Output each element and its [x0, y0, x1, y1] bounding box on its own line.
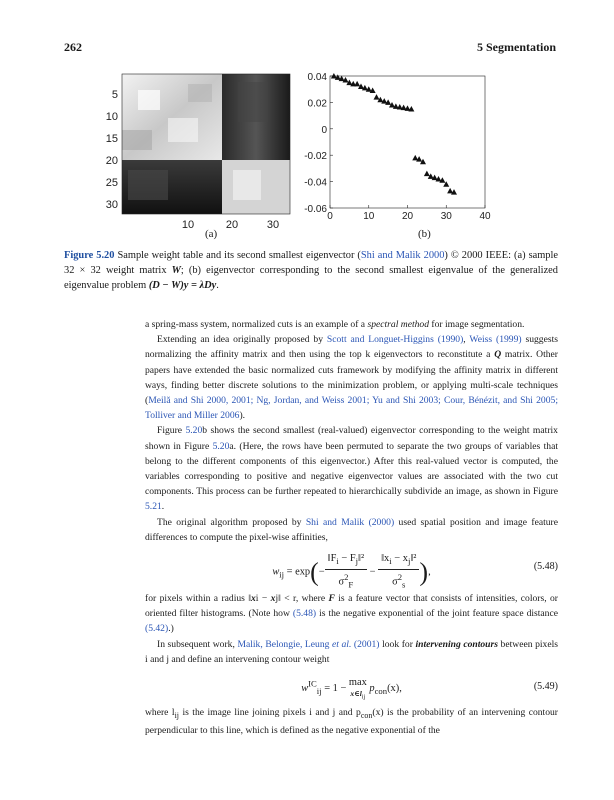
math-text: (x), [387, 682, 402, 694]
text-run: a spring-mass system, normalized cuts is an example of a [145, 319, 368, 330]
text-run: is a feature vector that consists of intensities, colors, or oriented filter histograms. (Note how [145, 593, 558, 620]
math-text: σ [338, 576, 345, 588]
y-tick-label: -0.04 [304, 177, 327, 189]
caption-text: ) © 2000 IEEE: (a) sample 32 × 32 weight matrix [64, 250, 558, 276]
data-point-triangle [374, 94, 380, 100]
math-text: ‖² [410, 553, 417, 565]
x-tick-label: 0 [327, 211, 333, 222]
math-text: ‖² [358, 553, 365, 565]
math-symbol: Q [494, 349, 502, 361]
denominator [378, 570, 419, 593]
heatmap-y-ticks [106, 89, 118, 211]
weight-matrix-heatmap [28, 70, 288, 231]
math-sub: j [355, 556, 359, 567]
eigenvector-plot [290, 70, 500, 222]
heatmap-cells [122, 74, 290, 214]
citation-link[interactable]: et al. [332, 638, 352, 650]
text-run: suggests normalizing the affinity matrix and then using the top k eigenvectors to reconstitute a [145, 334, 558, 361]
citation-link[interactable]: Shi and Malik 2000 [360, 250, 445, 261]
math-text: − [367, 566, 379, 578]
x-tick-label: 10 [181, 219, 195, 231]
equation-ref-link[interactable]: (5.42) [145, 623, 169, 635]
caption-text: Sample weight table and its second smallest eigenvector ( [114, 250, 361, 261]
math-sup: 2 [344, 572, 349, 583]
math-text: − F [338, 553, 356, 565]
math-symbol: p [366, 682, 375, 694]
citation-link[interactable]: Scott and Longuet-Higgins (1990) [326, 334, 464, 346]
heatmap-x-ticks [182, 219, 279, 231]
x-tick-label: 20 [401, 211, 414, 222]
equation-body [145, 551, 558, 593]
math-sub: i [336, 556, 339, 567]
text-run: , [463, 334, 470, 346]
paragraph [145, 317, 558, 332]
text-run: between pixels i and j and define an intervening contour weight [145, 638, 558, 665]
math-sub: j [407, 556, 411, 567]
math-sub: con [374, 685, 388, 696]
math-minus: − [318, 566, 325, 578]
math-sub: i [389, 556, 392, 567]
caption-text: . [216, 280, 219, 291]
text-run: for pixels within a radius ‖ [145, 593, 251, 605]
text-run: The original algorithm proposed by [157, 516, 306, 528]
figure-ref-link[interactable]: 5.20 [212, 440, 230, 452]
math-sub: s [402, 579, 406, 590]
text-run: where l [145, 707, 175, 719]
y-tick-label: 5 [111, 89, 118, 101]
figure-sublabel-a: (a) [205, 228, 218, 240]
fraction [325, 551, 367, 593]
y-tick-label: 30 [105, 199, 118, 211]
x-tick-label: 20 [225, 219, 239, 231]
math-text: = 1 − [321, 682, 349, 694]
text-run: used spatial position and image feature differences to compute the pixel-wise affinities, [145, 516, 558, 543]
right-paren: ) [419, 557, 429, 587]
paragraph [145, 705, 558, 738]
text-run: Extending an idea originally proposed by [157, 334, 327, 346]
emphasis: spectral method [367, 319, 430, 330]
math-sub: ij [174, 710, 180, 720]
math-sup: IC [308, 678, 317, 689]
math-text: − x [391, 553, 408, 565]
math-symbol: F [328, 593, 335, 605]
left-paren: ( [310, 557, 319, 587]
equation-ref-link[interactable]: (5.48) [292, 608, 317, 620]
page-number: 262 [64, 40, 82, 54]
plot-area [304, 72, 491, 222]
math-text: max [348, 677, 367, 689]
x-tick-label: 30 [266, 219, 280, 231]
y-tick-label: 25 [105, 177, 118, 189]
math-symbol: W [171, 265, 181, 276]
math-sup: 2 [397, 572, 403, 583]
equation-number: (5.49) [533, 681, 558, 693]
text-run: j‖ < r, where [275, 593, 329, 605]
caption-text: ; (b) eigenvector corresponding to the second smallest eigenvalue of the generalized eigenvalue problem [64, 265, 558, 291]
equation-5-49 [145, 667, 558, 705]
text-run: ). [239, 410, 246, 422]
math-sub: ij [361, 693, 366, 701]
numerator [325, 551, 367, 570]
text-run: for image segmentation. [429, 319, 525, 330]
text-run: . [161, 501, 165, 513]
fraction [378, 551, 419, 593]
math-sub: F [348, 579, 354, 590]
figure-ref-link[interactable]: 5.20 [185, 425, 203, 437]
figure-caption [64, 248, 558, 293]
y-tick-label: 0.02 [307, 98, 327, 110]
text-run: b shows the second smallest (real-valued) eigenvector corresponding to the weight matrix shown in Figure [145, 425, 558, 452]
math-sub: ij [316, 685, 322, 696]
text-run: look for [379, 638, 416, 650]
data-point-triangle [424, 171, 430, 177]
numerator [378, 551, 419, 570]
text-run: In subsequent work, [157, 638, 238, 650]
math-equation: (D − W)y = λDy [148, 280, 217, 291]
text-run: .) [168, 623, 174, 635]
paragraph [145, 332, 558, 423]
chapter-title: 5 Segmentation [477, 40, 556, 54]
math-text: ‖x [381, 553, 390, 565]
citation-link[interactable]: Malik, Belongie, Leung [237, 638, 332, 650]
math-sub: ij [279, 569, 285, 580]
math-symbol: w [301, 682, 309, 694]
text-run: i − [255, 593, 271, 605]
math-sub: con [360, 710, 373, 720]
text-run: (x) is the probability of an intervening contour perpendicular to this line, which is defined as the negative exponential of the [145, 707, 558, 737]
figure-sublabel-b: (b) [418, 228, 431, 240]
plot-frame [330, 76, 485, 208]
max-subscript [349, 690, 367, 702]
text-run: Figure [157, 425, 186, 437]
text-run: is the image line joining pixels i and j and p [179, 707, 361, 719]
math-text: x∈l [350, 689, 362, 699]
body-text [145, 317, 558, 738]
paragraph [145, 637, 558, 667]
x-tick-label: 30 [440, 211, 452, 222]
x-tick-label: 40 [479, 211, 491, 222]
y-tick-label: 0.04 [307, 72, 327, 83]
math-text: , [428, 566, 431, 578]
math-text: = exp [284, 566, 311, 578]
y-tick-label: -0.02 [304, 151, 327, 163]
y-tick-label: 20 [105, 155, 118, 167]
citation-link[interactable]: Meilă and Shi 2000, 2001; Ng, Jordan, and Weiss 2001; Yu and Shi 2003; Cour, Bénézit, and Shi 2005; Tolliver and Miller 2006 [145, 395, 558, 422]
text-run: matrix. Other papers have extended the basic normalized cuts framework by modifying the affinity matrix in different ways, finding better discrete solutions to the minimization problem, or applying multi-scale techniques ( [145, 349, 558, 407]
figure-number[interactable]: Figure 5.20 [64, 250, 115, 261]
paragraph [145, 423, 558, 514]
math-symbol: x [251, 593, 256, 605]
y-tick-label: 0 [321, 124, 327, 136]
math-symbol: w [272, 566, 280, 578]
paragraph [145, 591, 558, 637]
math-text: ‖F [327, 553, 337, 565]
denominator [325, 570, 367, 593]
emphasis: intervening contours [415, 638, 498, 650]
equation-5-48 [145, 545, 558, 591]
equation-number: (5.48) [533, 561, 558, 573]
equation-body [145, 675, 558, 702]
citation-link[interactable]: (2001) [351, 638, 380, 650]
math-symbol: x [270, 593, 276, 605]
text-run: a. (Here, the rows have been permuted to separate the two groups of variables that belong to the different components of this eigenvector.) After this real-valued vector is computed, the variables corresponding to positive and negative eigenvector values are associated with the two cut components. This process can be further repeated to hierarchically subdivide an image, as shown in Figure [145, 440, 558, 498]
paragraph [145, 515, 558, 545]
math-text: σ [392, 576, 398, 588]
y-tick-label: 15 [105, 133, 118, 145]
citation-link[interactable]: Weiss (1999) [469, 334, 522, 346]
max-operator [349, 675, 367, 702]
citation-link[interactable]: Shi and Malik (2000) [305, 516, 395, 528]
y-tick-label: 10 [105, 111, 118, 123]
y-tick-label: -0.06 [304, 204, 327, 215]
figure-ref-link[interactable]: 5.21 [145, 501, 162, 513]
data-point-triangle [354, 81, 360, 87]
x-tick-label: 10 [363, 211, 375, 222]
text-run: is the negative exponential of the joint feature space distance [316, 608, 558, 620]
